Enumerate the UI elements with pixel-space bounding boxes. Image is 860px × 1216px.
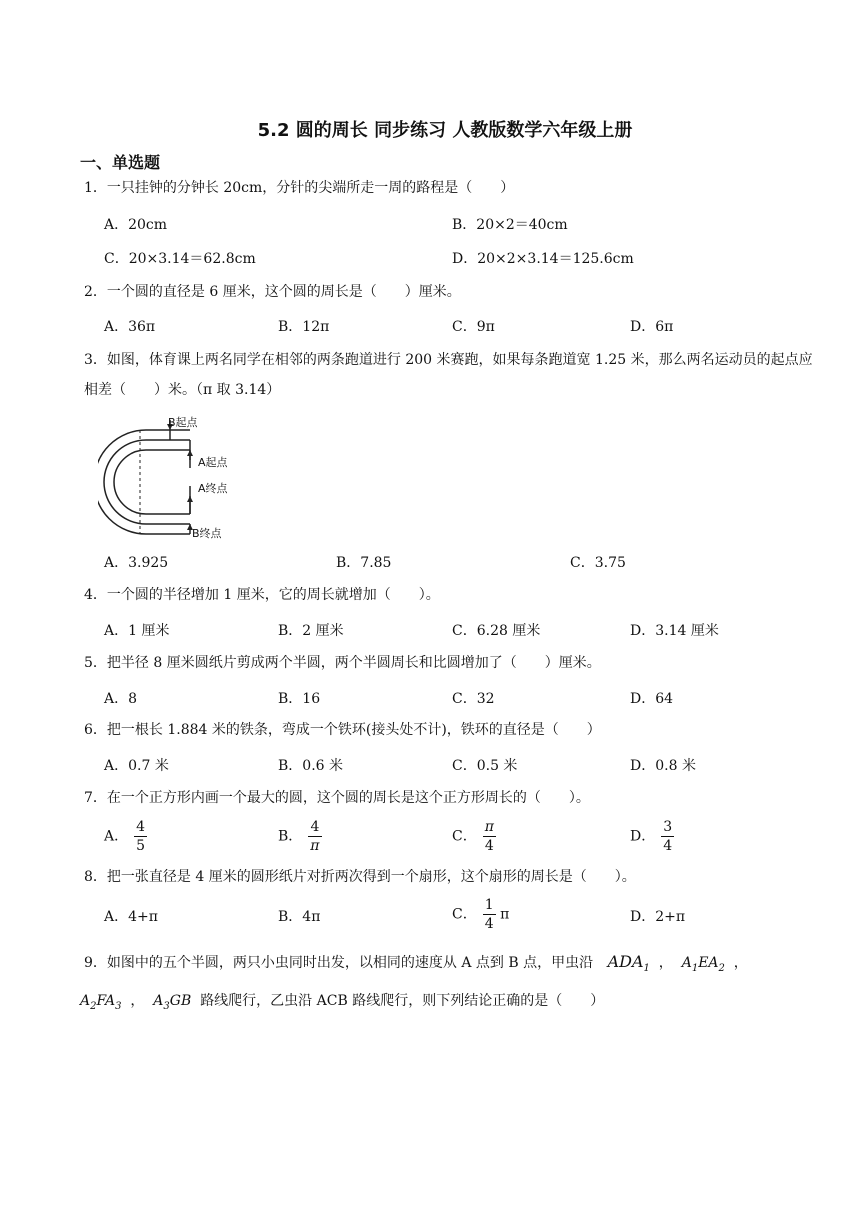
question-8-stem: 8．把一张直径是 4 厘米的圆形纸片对折两次得到一个扇形，这个扇形的周长是（ ）。 [84,869,636,885]
path-a3gb-sub1: 3 [163,1000,170,1012]
q5-option-c: C．32 [452,691,495,707]
q5-option-d: D．64 [630,691,674,707]
q7-option-c-label: C． [452,828,477,845]
q8-option-b: B．4π [278,909,321,925]
path-a2fa3-sub1: 2 [90,1000,97,1012]
fraction [483,896,496,933]
q4-option-b: B．2 厘米 [278,623,344,639]
path-a3gb-mid: GB [169,993,192,1009]
question-4-stem: 4．一个圆的半径增加 1 厘米，它的周长就增加（ ）。 [84,587,440,603]
label-b-finish: B终点 [192,527,222,540]
path-ada1-text: ADA [607,952,644,971]
path-ada1-sub: 1 [643,963,650,975]
q2-option-a: A．36π [104,319,156,335]
fraction-denominator: 5 [136,838,146,854]
fraction [661,818,674,855]
q2-option-d: D．6π [630,319,674,335]
fraction-denominator: 4 [663,838,673,854]
fraction-numerator: 4 [308,818,321,837]
question-9-line-1: 9．如图中的五个半圆，两只小虫同时出发，以相同的速度从 A 点到 B 点，甲虫沿 $ADA_1$ ， $A_1EA_2$ ， [84,952,748,975]
q7-option-d-label: D． [630,828,656,845]
q1-option-d: D．20×2×3.14＝125.6cm [452,251,634,267]
fraction-denominator: π [310,838,320,854]
path-ada1 [607,952,650,975]
path-a2fa3-a: A [80,993,91,1009]
path-a1ea2-a: A [681,955,692,971]
fraction-numerator: 1 [484,897,494,913]
q8-option-a: A．4+π [104,909,158,925]
q7-option-c [452,818,496,855]
q6-option-c: C．0.5 米 [452,758,518,774]
q1-option-b: B．20×2＝40cm [452,217,568,233]
fraction-numerator: π [484,819,494,835]
q7-option-b-label: B． [278,828,303,845]
question-3-stem: 3．如图，体育课上两名同学在相邻的两条跑道进行 200 米赛跑，如果每条跑道宽 1.25 米，那么两名运动员的起点应相差（ ）米。（π 取 3.14） [84,352,813,398]
path-a2fa3 [80,993,122,1012]
question-9-stem-start: 9．如图中的五个半圆，两只小虫同时出发，以相同的速度从 A 点到 B 点，甲虫沿 [84,955,594,971]
q2-option-b: B．12π [278,319,330,335]
fraction-denominator: 4 [484,838,494,854]
question-7-stem: 7．在一个正方形内画一个最大的圆，这个圆的周长是这个正方形周长的（ ）。 [84,790,590,806]
question-6-stem: 6．把一根长 1.884 米的铁条，弯成一个铁环(接头处不计)，铁环的直径是（ ） [84,722,601,738]
label-a-start: A起点 [198,456,228,469]
label-a-finish: A终点 [198,482,228,495]
label-b-start: B起点 [168,416,198,429]
fraction-denominator: 4 [484,916,494,932]
q8-option-c-label: C． [452,906,477,923]
path-a1ea2-mid: EA [698,955,719,971]
q2-option-c: C．9π [452,319,495,335]
q7-option-d [630,818,674,855]
q7-option-a-label: A． [104,828,129,845]
fraction [308,818,321,855]
path-a1ea2-sub1: 1 [691,962,699,974]
q3-option-b: B．7.85 [336,555,392,571]
path-a1ea2-sub2: 2 [718,962,725,974]
fraction-numerator: 4 [136,819,146,835]
q5-option-b: B．16 [278,691,321,707]
q3-option-c: C．3.75 [570,555,626,571]
q8-option-c [452,896,509,933]
q6-option-b: B．0.6 米 [278,758,344,774]
path-a3gb [153,993,192,1012]
q4-option-d: D．3.14 厘米 [630,623,719,639]
path-a2fa3-sub2: 3 [115,1000,122,1012]
fraction-numerator: 3 [663,819,673,835]
page-title: 5.2 圆的周长 同步练习 人教版数学六年级上册 [257,120,633,141]
question-1-stem: 1．一只挂钟的分钟长 20cm，分针的尖端所走一周的路程是（ ） [84,180,515,196]
path-a1ea2 [681,955,725,974]
path-a2fa3-mid: FA [96,993,116,1009]
q3-option-a: A．3.925 [104,555,169,571]
question-5-stem: 5．把半径 8 厘米圆纸片剪成两个半圆，两个半圆周长和比圆增加了（ ）厘米。 [84,655,601,671]
q1-option-a: A．20cm [104,217,168,233]
q5-option-a: A．8 [104,691,138,707]
section-heading: 一、单选题 [80,153,161,172]
path-a3gb-a: A [153,993,164,1009]
q4-option-c: C．6.28 厘米 [452,623,541,639]
q7-option-a [104,818,147,855]
q8-option-c-suffix: π [500,906,510,923]
question-2-stem: 2．一个圆的直径是 6 厘米，这个圆的周长是（ ）厘米。 [84,284,461,300]
q7-option-b [278,818,322,855]
fraction [483,818,496,855]
running-track-figure [98,416,258,540]
q6-option-a: A．0.7 米 [104,758,169,774]
q4-option-a: A．1 厘米 [104,623,170,639]
question-9-line-2: $A_2FA_3$ ， $A_3GB$ 路线爬行，乙虫沿 ACB 路线爬行，则下列结论正确的是（ ） [80,993,605,1012]
q6-option-d: D．0.8 米 [630,758,696,774]
question-9-stem-end: 路线爬行，乙虫沿 ACB 路线爬行，则下列结论正确的是（ ） [200,993,605,1009]
fraction [134,818,147,855]
q8-option-d: D．2+π [630,909,686,925]
q1-option-c: C．20×3.14＝62.8cm [104,251,256,267]
